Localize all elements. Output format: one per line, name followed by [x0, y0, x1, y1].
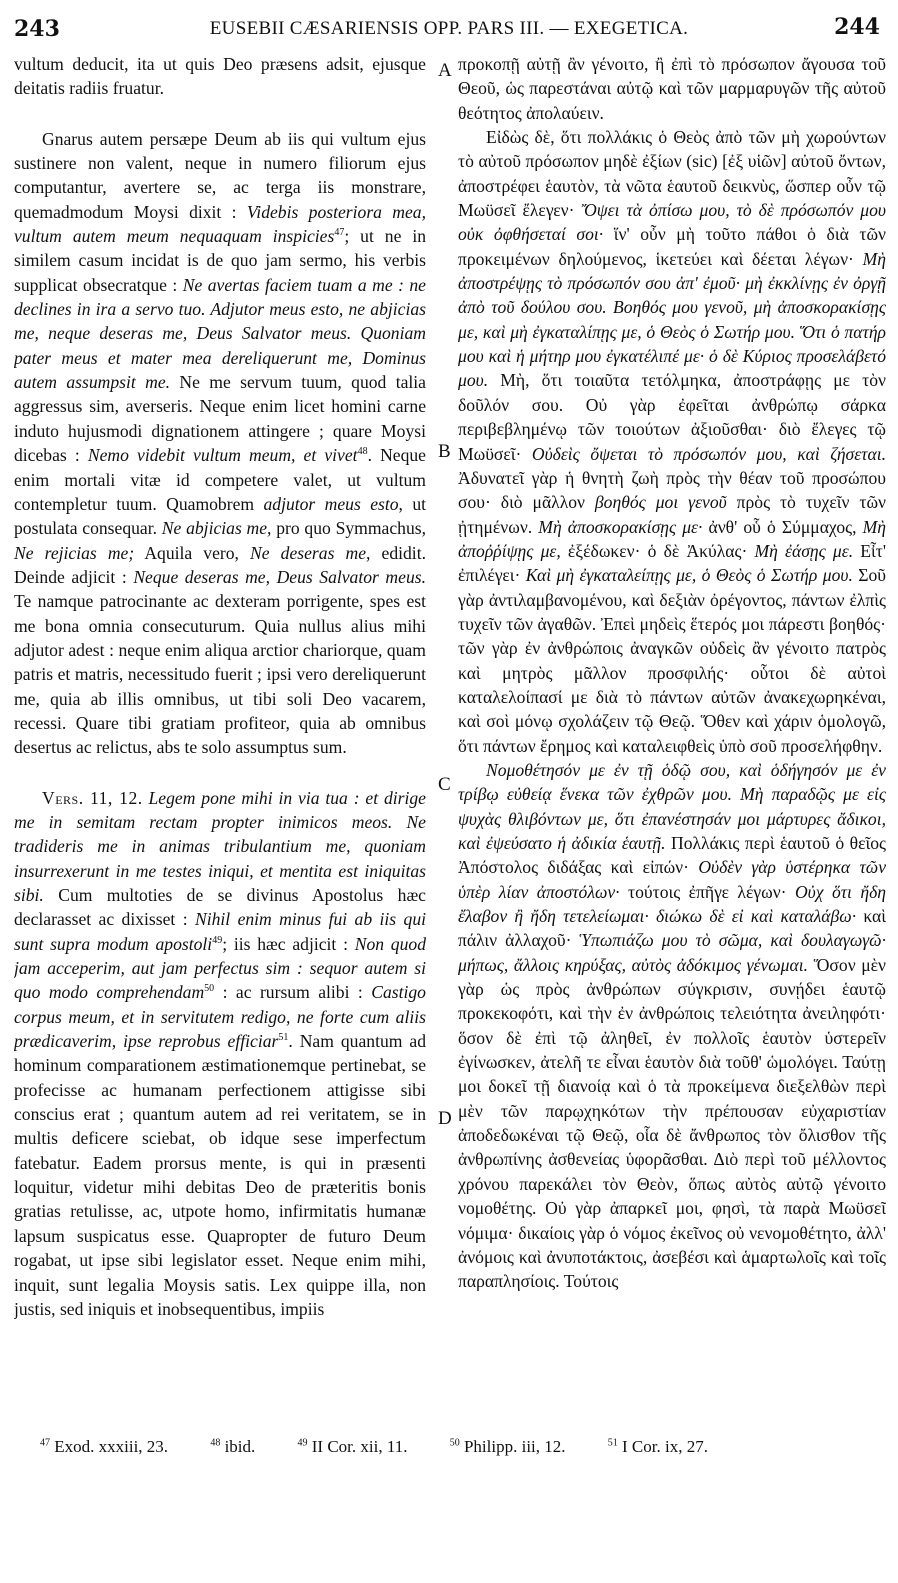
margin-marker-a: A: [438, 60, 452, 81]
italic-run: Μὴ ἀποσκορακίσῃς με·: [538, 516, 703, 537]
footnote-ref: Exod. xxxiii, 23.: [54, 1437, 169, 1456]
text-run: ; iis hæc adjicit :: [222, 933, 355, 954]
text-run: Ne me servum tuum, quod talia aggressus sim, averseris. Neque enim licet homini carne induto hujusmodi dignationem attingere ; quare Moysi dicebas :: [14, 372, 426, 466]
text-run: Μὴ, ὅτι τοιαῦτα τετόλμηκα, ἀποστράφῃς με τὸν δοῦλόν σου. Οὐ γὰρ ἐφεῖται ἀνθρώπῳ σάρκα περιβεβλημένῳ τῶν τοιούτων ἀξιοῦσθαι· διὸ ἔλεγες τῷ Μωϋσεῖ·: [458, 370, 886, 464]
text-run: . Nam quantum ad hominum comparationem æstimationemque pertinebat, se profecisse ac humanam perfectionem attigisse sibi conscius erat ; quantum autem ad rei veritatem, se in multis deficere sciebat, ob idque sese imperfectum fatebatur. Eadem prorsus mente, is qui in præsenti loquitur, videtur mihi debitas Deo de præteritis bonis gratias retulisse, ac, utpote homo, infirmitatis humanæ lapsum suspicatus esse. Quapropter de futuro Deum rogabat, ut ipse sibi legislator esset. Neque enim mihi, inquit, sunt legalia Moysis satis. Lex quippe illa, non justis, sed iniquis et inobsequentibus, impiis: [14, 1031, 426, 1319]
italic-run: Ὑπωπιάζω μου τὸ σῶμα, καὶ δουλαγωγῶ· μήπως, ἄλλοις κηρύξας, αὐτὸς ἀδόκιμος γένωμαι.: [458, 930, 886, 975]
page-number-right: 244: [834, 14, 880, 40]
text-run: τούτοις ἐπῆγε λέγων·: [619, 881, 795, 902]
text-run: ἀνθ' οὗ ὁ Σύμμαχος,: [702, 516, 863, 537]
page-number-left: 243: [14, 16, 60, 42]
footnote-ref: I Cor. ix, 27.: [622, 1437, 708, 1456]
italic-run: Μὴ ἐάσῃς με.: [754, 540, 854, 561]
italic-run: Nemo videbit vultum meum, et vivet: [87, 445, 358, 466]
text-run: Cum multoties de se divinus Apostolus hæc declarasset ac dixisset :: [14, 885, 426, 930]
margin-marker-b: B: [438, 441, 451, 462]
latin-paragraph-2: [14, 127, 426, 760]
italic-run: Castigo corpus meum, et in servitutem redigo, ne forte cum aliis prædicaverim, ipse reprobus efficiar: [14, 982, 426, 1052]
note-reference: 49: [212, 934, 223, 946]
italic-run: Καὶ μὴ ἐγκαταλείπῃς με, ὁ Θεὸς ὁ Σωτήρ μου.: [525, 565, 853, 586]
text-run: Ἀδυνατεῖ γὰρ ἡ θνητὴ ζωὴ πρὸς τὴν θέαν τοῦ προσώπου σου· διὸ μᾶλλον: [458, 467, 886, 513]
greek-paragraph-3: [458, 758, 886, 1294]
italic-run: Neque deseras me, Deus Salvator meus.: [133, 566, 426, 587]
latin-paragraph-3: [14, 786, 426, 1322]
text-run: Gnarus autem persæpe Deum ab iis qui vultum ejus sustinere non valent, neque in numero filiorum ejus computantur, avertere se, ac terga iis monstrare, quemadmodum Moysi dixit :: [14, 128, 426, 222]
text-run: καὶ πάλιν ἀλλαχοῦ·: [458, 906, 886, 951]
footnote-ref: Philipp. iii, 12.: [463, 1437, 566, 1456]
text-run: Ὅσον μὲν γὰρ ὡς πρὸς ἀνθρώπων σύγκρισιν, συνῄδει ἑαυτῷ προκεκοφότι, καὶ τὴν ἐν ἀνθρώποις τελειότητα ἀνειληφότι· ὅσον δὲ ἐπὶ τῷ ἀληθεῖ, ἐν πολλοῖς ἑαυτὸν ὑστερεῖν ἐγίνωσκεν, ἀτελῆ τε εἶναι ἑαυτὸν διὰ τοῦθ' ὡμολόγει. Ταύτῃ μοι δοκεῖ τῇ διανοίᾳ καὶ ὁ τὰ προκείμενα διεξελθὼν περὶ μὲν τῶν παρῳχηκότων τὴν πρέπουσαν εὐχαριστίαν ἀποδεδωκέναι τῷ Θεῷ, οἷα δὲ ἄνθρωπος τὸν ὄλισθον τῆς ἀνθρωπίνης ἀσθενείας ὑφορᾶσθαι. Διὸ περὶ τοῦ μέλλοντος χρόνου παρεκάλει τὸν Θεὸν, ὅπως αὐτὸς αὐτῷ γένοιτο νομοθέτης. Οὐ γὰρ ἀπαρκεῖ μοι, φησὶ, τὰ παρὰ Μωϋσεῖ νόμιμα· δικαίοις γὰρ ὁ νόμος ἐκεῖνος οὐ νενομοθέτητο, ἀλλ' ἀνόμοις καὶ ἀνυποτάκτοις, ἀσεβέσι καὶ ἁμαρτωλοῖς καὶ τοῖς παραπλησίοις. Τούτοις: [458, 954, 886, 1292]
footnotes: [40, 1437, 880, 1463]
latin-paragraph-1: vultum deducit, ita ut quis Deo præsens adsit, ejusque deitatis radiis fruatur.: [14, 54, 426, 99]
italic-run: βοηθός μοι γενοῦ: [594, 492, 727, 513]
text-run: . Neque enim mortali vitæ id competere valet, ut vultum contempletur tuum. Quamobrem: [14, 445, 426, 514]
running-header: [0, 10, 898, 44]
verse-reference: Vers. 11, 12.: [42, 787, 143, 808]
latin-column: [14, 52, 426, 1432]
footnote-50: [450, 1437, 566, 1456]
italic-run: Ne avertas faciem tuam a me : ne declines in ira a servo tuo. Adjutor meus esto, ne abjicias me, neque deseras me, Deus Salvator meus. Quoniam pater meus et mater mea dereliquerunt me, Dominus autem assumpsit me.: [14, 274, 426, 393]
text-run: , ut postulata consequar.: [14, 493, 426, 539]
italic-run: Videbis posteriora mea, vultum autem meum nequaquam inspicies: [14, 201, 426, 247]
text-run: edidit. Deinde adjicit :: [14, 542, 426, 587]
italic-run: Ὄψει τὰ ὀπίσω μου, τὸ δὲ πρόσωπόν μου οὐκ ὀφθήσεταί σοι·: [458, 200, 886, 245]
text-run: Aquila vero,: [134, 542, 251, 563]
italic-run: Non quod jam acceperim, aut jam perfectus sim : sequor autem si quo modo comprehendam: [14, 933, 426, 1003]
italic-run: Μὴ ἀποῤῥίψῃς με,: [458, 516, 886, 561]
footnote-ref: ibid.: [224, 1437, 256, 1456]
text-run: Εἶτ' ἐπιλέγει·: [458, 540, 886, 586]
text-run: ; ut ne in similem casum incidat is de quo jam sermo, his verbis supplicat obsecratque :: [14, 226, 426, 295]
italic-run: Legem pone mihi in via tua : et dirige me in semitam rectam propter inimicos meos. Ne tradideris me in animas tribulantium me, quoniam insurrexerunt in me testes iniqui, et mentita est iniquitas sibi.: [14, 787, 426, 905]
margin-marker-c: C: [438, 774, 451, 795]
footnote-49: [298, 1437, 408, 1456]
note-reference: 51: [278, 1032, 289, 1044]
text-run: : ac rursum alibi :: [214, 982, 372, 1003]
footnote-number: 50: [449, 1437, 460, 1449]
italic-run: Οὐδὲν γὰρ ὑστέρηκα τῶν ὑπὲρ λίαν ἀποστόλων·: [458, 857, 886, 902]
italic-run: Μὴ ἀποστρέψῃς τὸ πρόσωπόν σου ἀπ' ἐμοῦ· μὴ ἐκκλίνῃς ἐν ὀργῇ ἀπὸ τοῦ δούλου σου. Βοηθός μου γενοῦ, μὴ ἀποσκορακίσῃς με, καὶ μὴ ἐγκαταλίπῃς με, ὁ Θεὸς ὁ Σωτήρ μου. Ὅτι ὁ πατήρ μου καὶ ἡ μήτηρ μου ἐγκατέλιπέ με· ὁ δὲ Κύριος προσελάβετό μου.: [458, 248, 886, 391]
footnote-ref: II Cor. xii, 11.: [311, 1437, 408, 1456]
footnote-number: 49: [297, 1437, 308, 1449]
text-run: ἵν' οὖν μὴ τοῦτο πάθοι ὁ διὰ τῶν προκειμένων δηλούμενος, ἱκετεύει καὶ δέεται λέγων·: [458, 224, 886, 269]
note-reference: 48: [357, 446, 368, 458]
running-head-title: EUSEBII CÆSARIENSIS OPP. PARS III. — EXEGETICA.: [209, 18, 689, 39]
margin-marker-d: D: [438, 1108, 452, 1129]
greek-paragraph-1: προκοπῇ αὐτῇ ἂν γένοιτο, ἢ ἐπὶ τὸ πρόσωπον ἄγουσα τοῦ Θεοῦ, ὡς παρεστάναι αὐτῷ καὶ τῶν μαρμαρυγῶν τῆς αὐτοῦ θεότητος ἀπολαύειν.: [458, 54, 886, 123]
footnote-number: 47: [40, 1437, 50, 1449]
italic-run: Ne deseras me,: [250, 542, 371, 563]
text-run: Εἰδὼς δὲ, ὅτι πολλάκις ὁ Θεὸς ἀπὸ τῶν μὴ χωρούντων τὸ αὐτοῦ πρόσωπον μηδὲ ἐξίων (sic) [ἐξ υἱῶν] αὐτοῦ ὄντων, ἀποστρέφει ἑαυτὸν, τὰ νῶτα ἑαυτοῦ δεικνὺς, ὥσπερ οὖν τῷ Μωϋσεῖ ἔλεγεν·: [458, 127, 886, 221]
footnote-47: [40, 1437, 168, 1456]
italic-run: Οὐδεὶς ὄψεται τὸ πρόσωπόν μου, καὶ ζήσεται.: [531, 443, 886, 464]
footnote-number: 51: [607, 1437, 618, 1449]
text-run: Te namque patrocinante ac dexteram porrigente, spes est me bona omnia consecuturum. Quia nullus alius mihi adjutor adest : neque enim aliqua arctior chariorque, quam patris et matris, necessitudo fuerit ; ipsi vero dereliquerunt me, quia ab illis omnibus, ut tibi soli Deo vacarem, recessi. Quare tibi gratiam profiteor, quia ab omnibus desertus ac relictus, abs te solo assumptus sum.: [14, 591, 426, 758]
text-run: Πολλάκις περὶ ἑαυτοῦ ὁ θεῖος Ἀπόστολος διδάξας καὶ εἰπών·: [458, 833, 886, 878]
text-run: Σοῦ γὰρ ἀντιλαμβανομένου, καὶ δεξιὰν ὀρέγοντος, πάντων ἐλπὶς τυχεῖν τῶν ἀγαθῶν. Ἐπεὶ μηδεὶς ἕτερός μοι πάρεστι βοηθός· τῶν γὰρ ἐν ἀνθρώποις ἀναγκῶν οὐδεὶς ἂν γένοιτο πατρὸς καὶ μητρὸς μᾶλλον προσφιλής· οὗτοι δὲ αὐτοὶ καταλελοίπασί με διὰ τὸ πάντων αὐτῶν ἀνακεχωρηκέναι, καὶ σοὶ μόνῳ σχολάζειν τῷ Θεῷ. Ὅθεν καὶ χάριν ὁμολογῶ, ὅτι πάντων ἔρημος καὶ καταλειφθεὶς ὑπὸ σοῦ προσελήφθην.: [458, 565, 886, 756]
note-reference: 50: [204, 983, 215, 995]
italic-run: Ne rejicias me;: [14, 542, 135, 563]
footnote-51: [608, 1437, 708, 1456]
italic-run: Οὐχ ὅτι ἤδη ἔλαβον ἢ ἤδη τετελείωμαι· διώκω δὲ εἰ καὶ καταλάβω·: [458, 881, 886, 927]
text-run: πρὸς τὸ τυχεῖν τῶν ᾐτημένων.: [458, 492, 886, 537]
text-run: ἐξέδωκεν· ὁ δὲ Ἀκύλας·: [560, 540, 755, 561]
greek-paragraph-2: [458, 125, 886, 758]
text-run: pro quo Symmachus,: [271, 518, 426, 539]
italic-run: Νομοθέτησόν με ἐν τῇ ὁδῷ σου, καὶ ὁδήγησόν με ἐν τρίβῳ εὐθείᾳ ἕνεκα τῶν ἐχθρῶν μου. Μὴ παραδῷς με εἰς ψυχὰς θλιβόντων με, ὅτι ἐπανέστησάν μοι μάρτυρες ἄδικοι, καὶ ἐψεύσατο ἡ ἀδικία ἑαυτῇ.: [458, 759, 886, 853]
footnote-48: [210, 1437, 255, 1456]
italic-run: adjutor meus esto: [263, 493, 399, 514]
italic-run: Nihil enim minus fui ab iis qui sunt supra modum apostoli: [14, 909, 426, 954]
italic-run: Ne abjicias me,: [161, 518, 272, 539]
greek-column: [458, 52, 886, 1432]
note-reference: 47: [334, 227, 345, 239]
footnote-number: 48: [210, 1437, 221, 1449]
